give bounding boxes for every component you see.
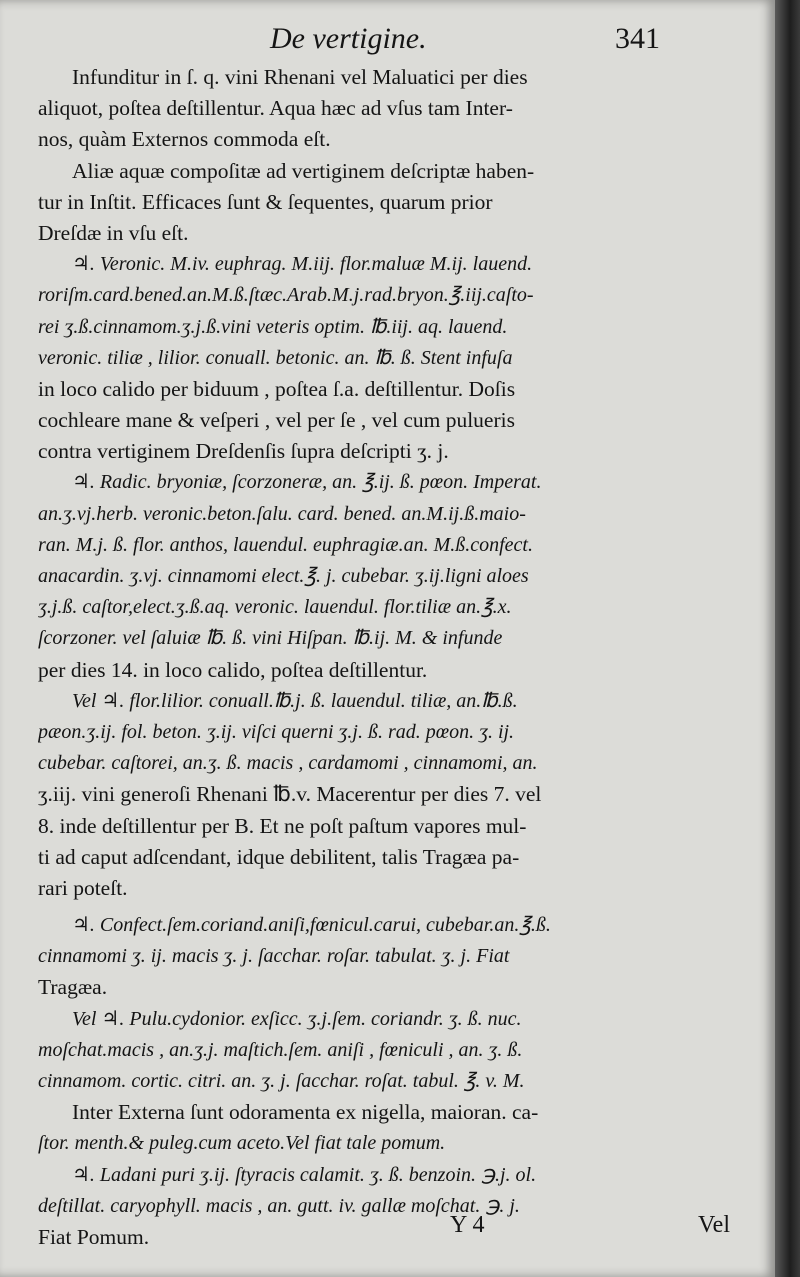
recipe-line: pæon.ʒ.ij. fol. beton. ʒ.ij. viſci querni ʒ.j. ß. rad. pœon. ʒ. ij. (38, 720, 515, 743)
text-line: Dreſdæ in vſu eſt. (38, 220, 189, 245)
recipe-line: ♃. Ladani puri ʒ.ij. ſtyracis calamit. ʒ. ß. benzoin. ℈.j. ol. (72, 1163, 537, 1186)
recipe-line: rei ʒ.ß.cinnamom.ʒ.j.ß.vini veteris optim. ℔.iij. aq. lauend. (38, 315, 508, 338)
recipe-line: Vel ♃. Pulu.cydonior. exſicc. ʒ.j.ſem. coriandr. ʒ. ß. nuc. (72, 1007, 522, 1030)
recipe-line: anacardin. ʒ.vj. cinnamomi elect.℥. j. cubebar. ʒ.ij.ligni aloes (38, 565, 529, 587)
recipe-line: deſtillat. caryophyll. macis , an. gutt. iv. gallæ moſchat. ℈. j. (38, 1194, 520, 1217)
text-line: Fiat Pomum. (38, 1224, 150, 1249)
text-line: per dies 14. in loco calido, poſtea deſtillentur. (38, 657, 428, 682)
recipe-line: ♃. Confect.ſem.coriand.aniſi,fœnicul.carui, cubebar.an.℥.ß. (72, 914, 551, 937)
text-line: cochleare mane & veſperi , vel per ſe , vel cum pulueris (38, 408, 515, 433)
page-edge (775, 0, 800, 1277)
recipe-line: cubebar. caſtorei, an.ʒ. ß. macis , cardamomi , cinnamomi, an. (38, 752, 538, 775)
recipe-line: ♃. Radic. bryoniæ, ſcorzoneræ, an. ℥.ij. ß. pœon. Imperat. (72, 471, 542, 494)
signature-mark: Y 4 (450, 1212, 485, 1238)
page-title: De vertigine. (270, 22, 427, 55)
text-line: Aliæ aquæ compoſitæ ad vertiginem deſcriptæ haben- (72, 158, 535, 183)
recipe-line: ♃. Veronic. M.iv. euphrag. M.iij. flor.maluæ M.ij. lauend. (72, 253, 533, 276)
text-line: ti ad caput adſcendant, idque debilitent, talis Tragæa pa- (38, 844, 520, 869)
recipe-line: Vel ♃. flor.lilior. conuall.℔.j. ß. lauendul. tiliæ, an.℔.ß. (72, 689, 518, 712)
text-line: nos, quàm Externos commoda eſt. (38, 127, 331, 152)
text-line: 8. inde deſtillentur per B. Et ne poſt paſtum vapores mul- (38, 813, 527, 838)
text-line: in loco calido per biduum , poſtea ſ.a. deſtillentur. Doſis (38, 376, 516, 401)
recipe-line: cinnamomi ʒ. ij. macis ʒ. j. ſacchar. roſar. tabulat. ʒ. j. Fiat (38, 945, 510, 968)
recipe-line: ʒ.j.ß. caſtor,elect.ʒ.ß.aq. veronic. lauendul. flor.tiliæ an.℥.x. (38, 596, 512, 619)
text-body (38, 62, 730, 1253)
recipe-line: roriſm.card.bened.an.M.ß.ſtæc.Arab.M.j.rad.bryon.℥.iij.caſto- (38, 284, 534, 307)
text-line: ʒ.iij. vini generoſi Rhenani ℔.v. Macerentur per dies 7. vel (38, 782, 542, 807)
recipe-line: ſtor. menth.& puleg.cum aceto.Vel fiat tale pomum. (38, 1132, 446, 1155)
recipe-line: ſcorzoner. vel ſaluiæ ℔. ß. vini Hiſpan. ℔.ij. M. & infunde (38, 627, 503, 650)
recipe-line: ran. M.j. ß. flor. anthos, lauendul. euphragiæ.an. M.ß.confect. (38, 533, 533, 556)
text-line: Tragæa. (38, 975, 108, 1000)
recipe-line: veronic. tiliæ , lilior. conuall. betonic. an. ℔. ß. Stent infuſa (38, 346, 513, 369)
recipe-line: an.ʒ.vj.herb. veronic.beton.ſalu. card. bened. an.M.ij.ß.maio- (38, 502, 526, 525)
text-line: Inter Externa ſunt odoramenta ex nigella, maioran. ca- (72, 1100, 539, 1125)
text-line: tur in Inſtit. Efficaces ſunt & ſequentes, quarum prior (38, 189, 493, 214)
text-line: contra vertiginem Dreſdenſis ſupra deſcripti ʒ. j. (38, 439, 449, 464)
catchword: Vel (698, 1212, 730, 1238)
text-line: rari poteſt. (38, 875, 128, 900)
recipe-line: cinnamom. cortic. citri. an. ʒ. j. ſacchar. roſat. tabul. ℥. v. M. (38, 1070, 525, 1092)
running-head (40, 18, 740, 58)
page-number: 341 (615, 22, 660, 55)
text-line: Infunditur in ſ. q. vini Rhenani vel Maluatici per dies (72, 65, 528, 89)
page-footer (40, 1208, 730, 1248)
recipe-line: moſchat.macis , an.ʒ.j. maſtich.ſem. aniſi , fœniculi , an. ʒ. ß. (38, 1038, 523, 1061)
text-line: aliquot, poſtea deſtillentur. Aqua hæc ad vſus tam Inter- (38, 96, 513, 121)
